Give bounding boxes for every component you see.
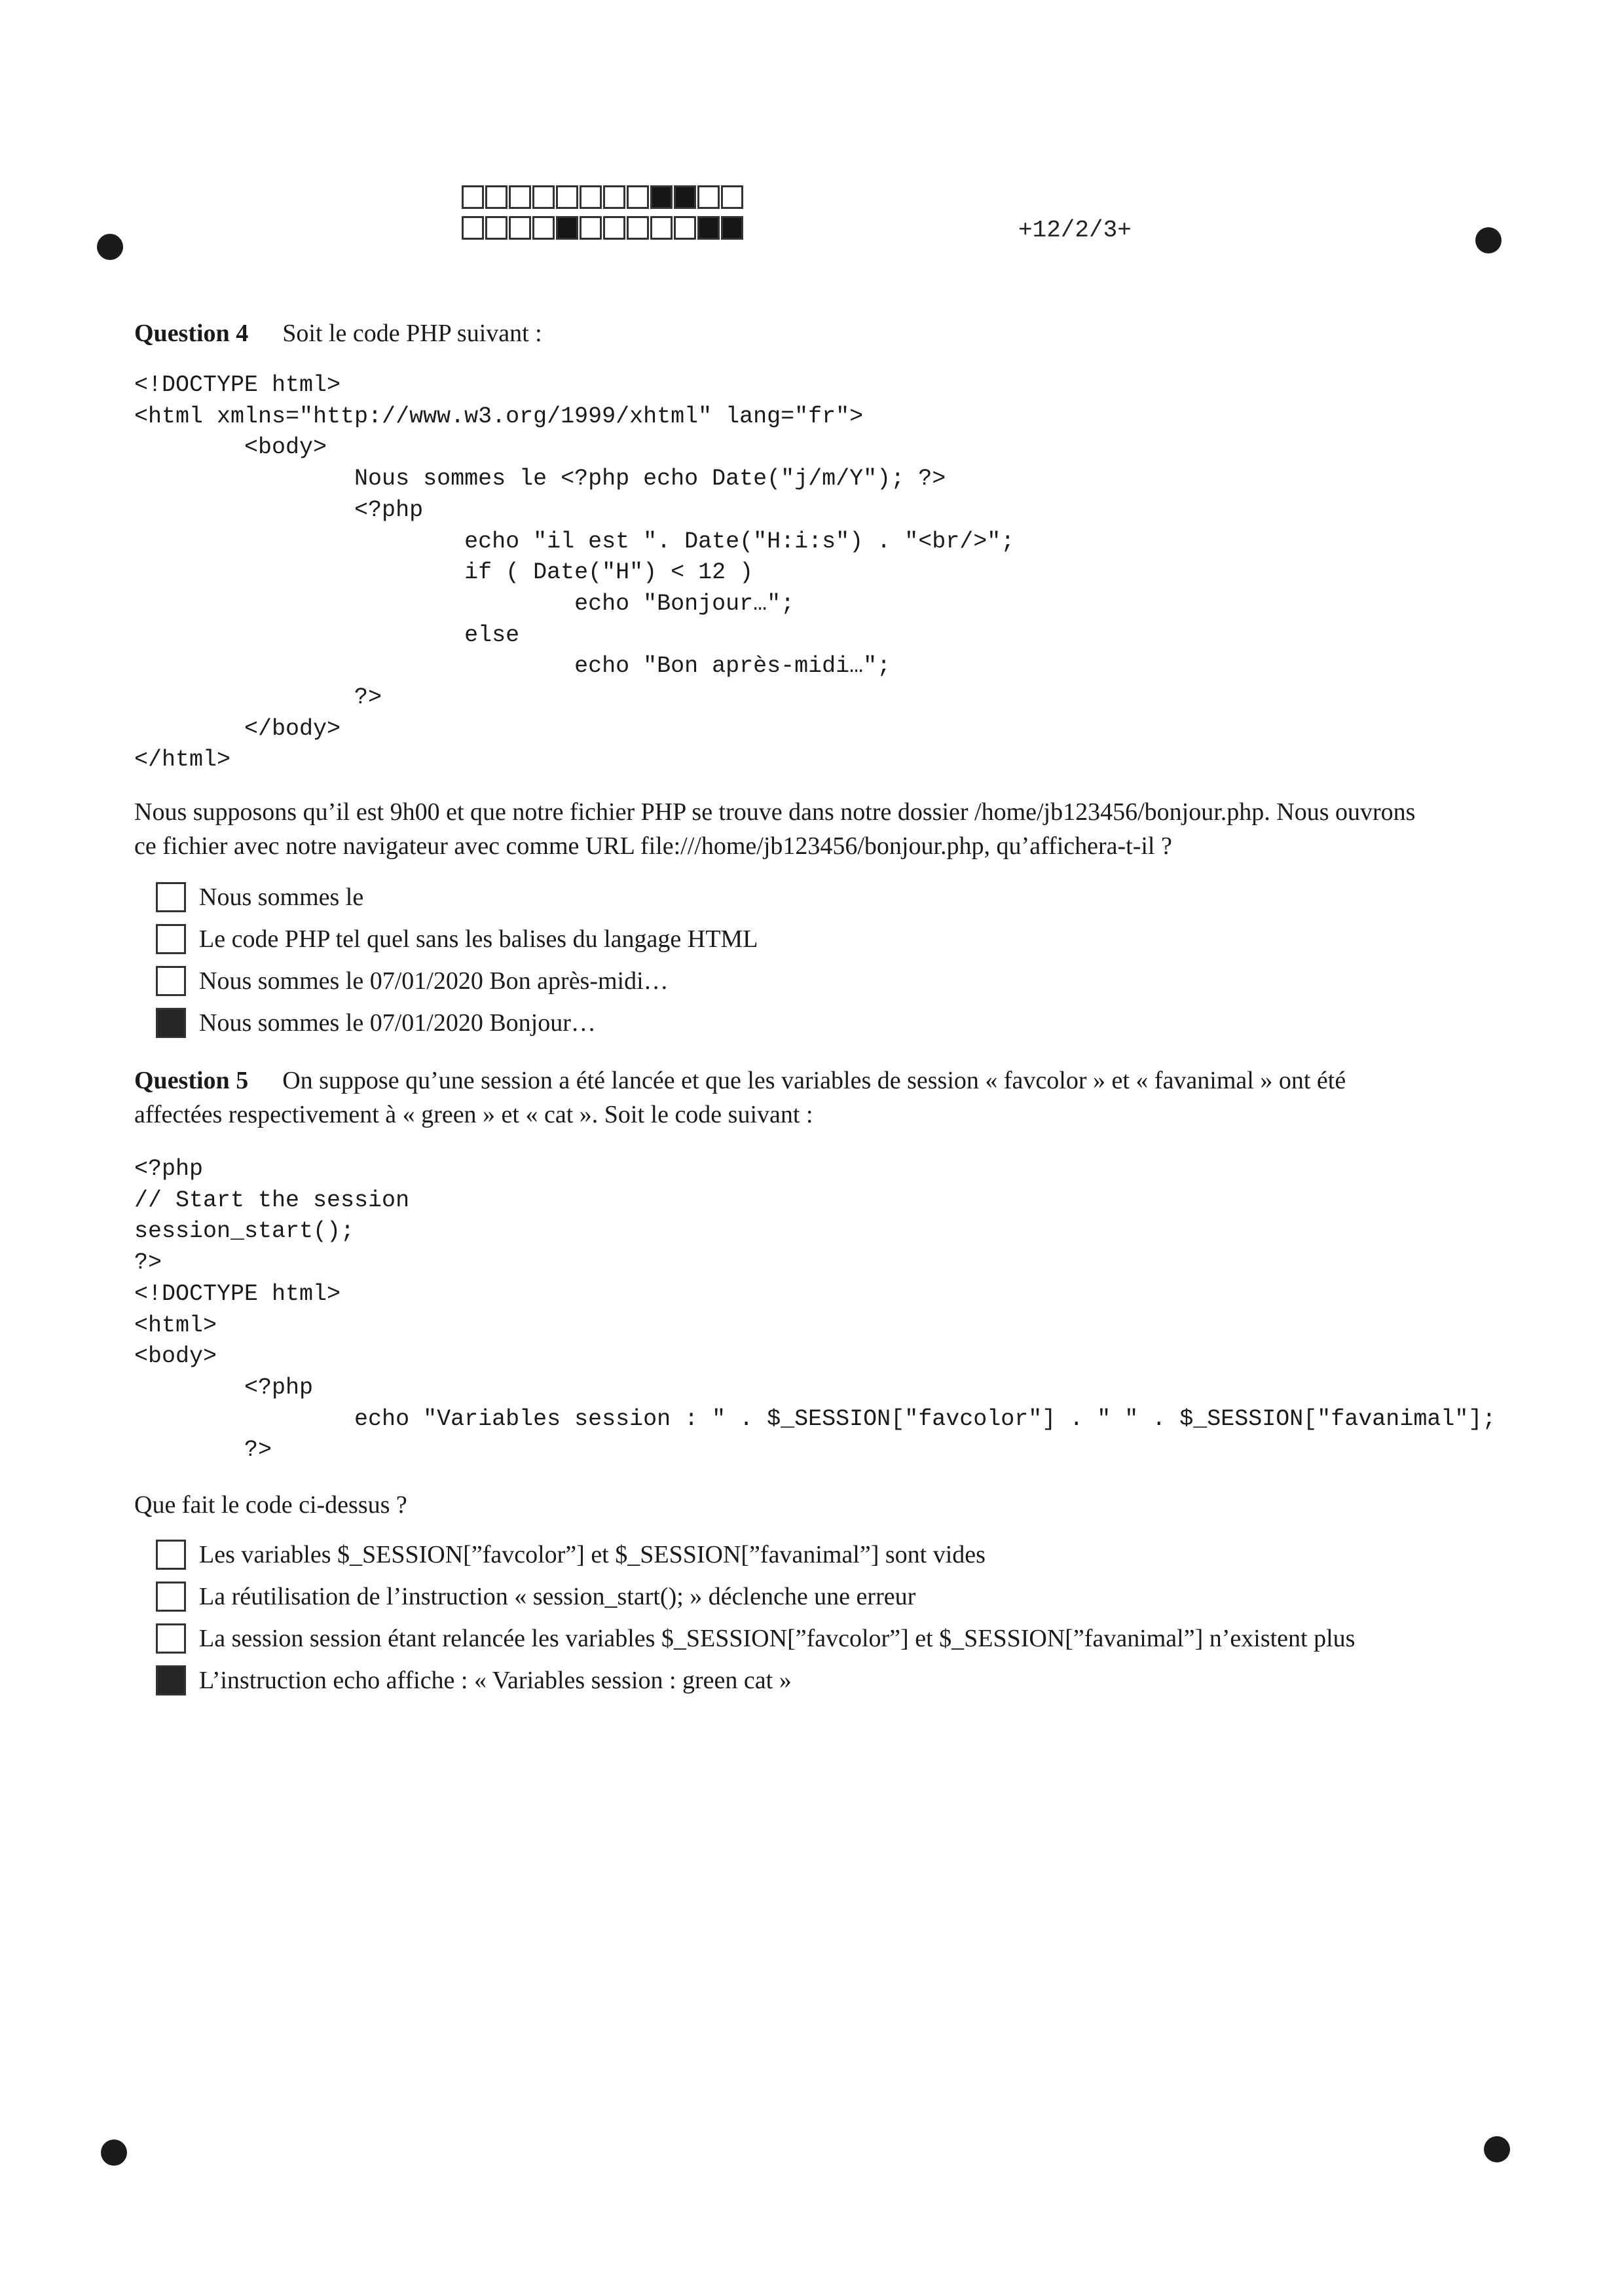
answer-label: Les variables $_SESSION[”favcolor”] et $_SESSION[”favanimal”] sont vides bbox=[199, 1541, 986, 1568]
id-grid-cell bbox=[697, 216, 720, 240]
id-grid-cell bbox=[532, 185, 555, 209]
question-4-text bbox=[134, 795, 1477, 863]
id-grid-cell bbox=[509, 185, 531, 209]
question-5-intro-line-2: affectées respectivement à « green » et « cat ». Soit le code suivant : bbox=[134, 1101, 813, 1128]
checkbox[interactable] bbox=[156, 1582, 186, 1612]
question-5-question: Que fait le code ci-dessus ? bbox=[134, 1491, 407, 1519]
question-5-header bbox=[134, 1064, 1477, 1132]
question-4-text-line-1: Nous supposons qu’il est 9h00 et que notre fichier PHP se trouve dans notre dossier /home/jb123456/bonjour.php. Nous ouvrons bbox=[134, 798, 1416, 826]
id-grid-top-row bbox=[462, 185, 745, 209]
id-grid-bottom-row bbox=[462, 216, 745, 240]
id-grid-cell bbox=[627, 185, 649, 209]
id-grid-cell bbox=[580, 185, 602, 209]
question-4-answer[interactable] bbox=[156, 918, 758, 960]
id-grid-cell bbox=[674, 185, 696, 209]
checkbox[interactable] bbox=[156, 966, 186, 996]
id-grid-cell bbox=[650, 185, 673, 209]
question-4-text-line-2: ce fichier avec notre navigateur avec comme URL file:///home/jb123456/bonjour.php, qu’affichera-t-il ? bbox=[134, 832, 1172, 860]
id-grid-cell bbox=[485, 185, 507, 209]
answer-label: Nous sommes le 07/01/2020 Bon après-midi… bbox=[199, 967, 669, 995]
page-code: +12/2/3+ bbox=[1018, 217, 1132, 244]
id-grid-cell bbox=[532, 216, 555, 240]
id-grid-cell bbox=[697, 185, 720, 209]
question-4-header bbox=[134, 318, 542, 349]
id-grid-cell bbox=[556, 185, 578, 209]
question-5-answer[interactable] bbox=[156, 1659, 1355, 1701]
id-grid-cell bbox=[485, 216, 507, 240]
question-5-answer[interactable] bbox=[156, 1618, 1355, 1659]
answer-label: Nous sommes le 07/01/2020 Bonjour… bbox=[199, 1009, 596, 1037]
question-4-answer[interactable] bbox=[156, 1002, 758, 1044]
question-5-intro-line-1: On suppose qu’une session a été lancée et que les variables de session « favcolor » et « favanimal » ont été bbox=[282, 1067, 1346, 1094]
checkbox[interactable] bbox=[156, 1623, 186, 1654]
registration-mark-top-left bbox=[97, 234, 123, 260]
id-grid-cell bbox=[721, 185, 743, 209]
id-grid-cell bbox=[509, 216, 531, 240]
id-grid-cell bbox=[627, 216, 649, 240]
answer-label: Nous sommes le bbox=[199, 883, 364, 911]
id-grid-cell bbox=[674, 216, 696, 240]
answer-label: Le code PHP tel quel sans les balises du langage HTML bbox=[199, 925, 758, 953]
id-grid-cell bbox=[580, 216, 602, 240]
id-grid-cell bbox=[462, 216, 484, 240]
id-grid-cell bbox=[721, 216, 743, 240]
question-5-answer[interactable] bbox=[156, 1534, 1355, 1576]
id-grid-cell bbox=[603, 185, 625, 209]
answer-label: La réutilisation de l’instruction « session_start(); » déclenche une erreur bbox=[199, 1583, 916, 1610]
checkbox[interactable] bbox=[156, 1540, 186, 1570]
registration-mark-bottom-left bbox=[101, 2139, 127, 2166]
question-5-label: Question 5 bbox=[134, 1067, 249, 1094]
question-5-code: <?php // Start the session session_start(); ?> <!DOCTYPE html> <html> <body> <?php echo "Variables session : " . $_SESSION["favcolor"] . " " . $_SESSION["favanimal"]; ?> bbox=[134, 1156, 1496, 1464]
question-5-answers bbox=[156, 1534, 1355, 1701]
id-grid-cell bbox=[650, 216, 673, 240]
checkbox[interactable] bbox=[156, 1008, 186, 1038]
answer-label: La session session étant relancée les variables $_SESSION[”favcolor”] et $_SESSION[”favanimal”] n’existent plus bbox=[199, 1625, 1356, 1652]
registration-mark-bottom-right bbox=[1484, 2136, 1510, 2162]
checkbox[interactable] bbox=[156, 882, 186, 912]
registration-mark-top-right bbox=[1475, 227, 1502, 253]
checkbox[interactable] bbox=[156, 1665, 186, 1695]
question-4-label: Question 4 bbox=[134, 320, 249, 347]
id-grid-cell bbox=[603, 216, 625, 240]
question-4-answers bbox=[156, 876, 758, 1044]
answer-label: L’instruction echo affiche : « Variables session : green cat » bbox=[199, 1667, 792, 1694]
checkbox[interactable] bbox=[156, 924, 186, 954]
id-grid-cell bbox=[556, 216, 578, 240]
id-grid-cell bbox=[462, 185, 484, 209]
question-5-answer[interactable] bbox=[156, 1576, 1355, 1618]
question-4-answer[interactable] bbox=[156, 876, 758, 918]
question-4-intro: Soit le code PHP suivant : bbox=[282, 320, 542, 347]
question-4-answer[interactable] bbox=[156, 960, 758, 1002]
question-4-code: <!DOCTYPE html> <html xmlns="http://www.w3.org/1999/xhtml" lang="fr"> <body> Nous sommes le <?php echo Date("j/m/Y"); ?> <?php echo "il est ". Date("H:i:s") . "<br/>"; if ( Date("H") < 12 ) echo "Bonjour…"; else echo "Bon après-midi…"; ?> </body> </html> bbox=[134, 372, 1015, 773]
